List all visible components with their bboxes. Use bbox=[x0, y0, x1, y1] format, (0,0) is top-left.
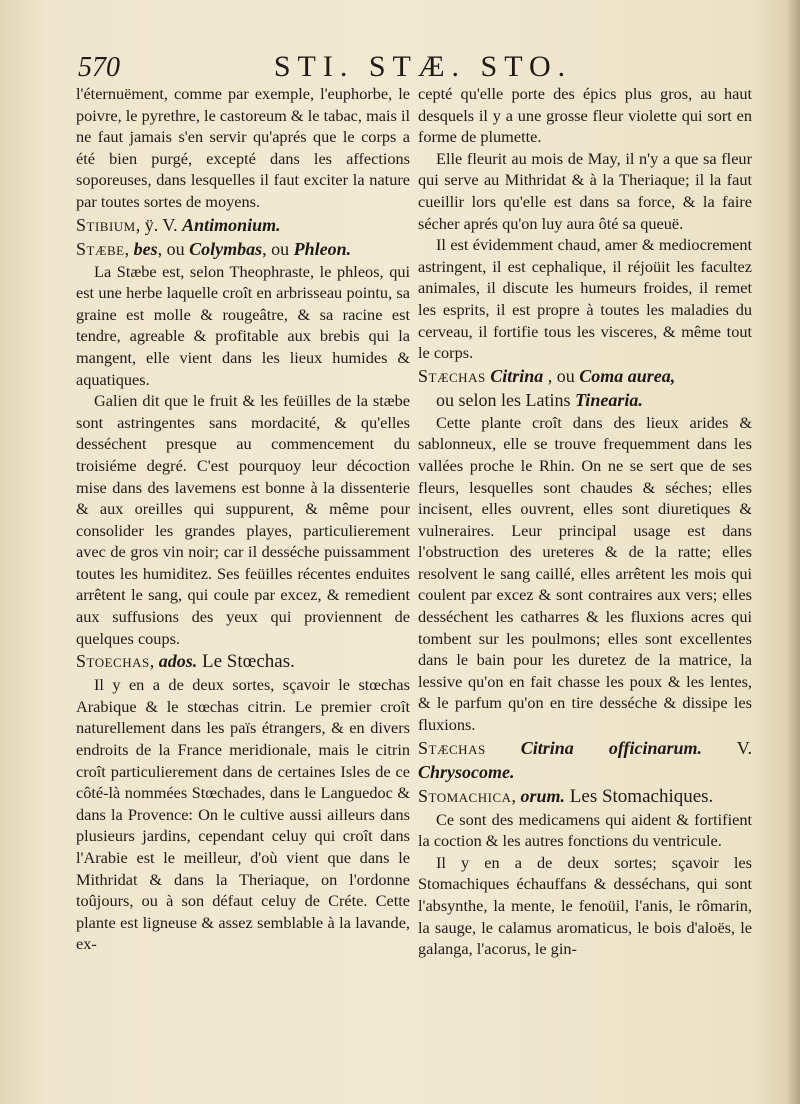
paragraph: Il est évidemment chaud, amer & mediocrement astringent, il est cephalique, il réjoüit les facultez animales, il discute les humeurs froides, il remet les esprits, il est propre à toutes les maladies du cerveau, il fortifie tous les visceres, & même tout le corps. bbox=[418, 235, 752, 363]
paragraph: La Stæbe est, selon Theophraste, le phleos, qui est une herbe laquelle croît en arbrisseau pointu, sa graine est molle & rougeâtre, & sa racine est tendre, agreable & profitable aux brebis qui la mangent, elle vient dans les lieux humides & aquatiques. bbox=[76, 261, 410, 389]
entry-sep: , ou bbox=[157, 238, 190, 259]
entry-sep: , ou bbox=[262, 238, 294, 259]
right-column bbox=[418, 83, 752, 960]
paragraph: Il y en a de deux sortes, sçavoir le stœchas Arabique & le stœchas citrin. Le premier croît naturellement dans les païs étrangers, & en divers endroits de la France meridionale, mais le citrin croît particulierement dans de certaines Isles de ce côté-là nommées Stœchades, dans le Languedoc & dans la Provence: On le cultive aussi ailleurs dans plusieurs jardins, cependant celuy qui croît dans l'Arabie est le meilleur, d'où vient que dans le Mithridat & dans la Theriaque, on l'ordonne toûjours, ou à son défaut celuy de Créte. Cette plante est ligneuse & assez semblable à la lavande, ex- bbox=[76, 675, 410, 954]
latin-name: Coma aurea, bbox=[579, 365, 676, 386]
entry-heading-stomachica bbox=[418, 784, 752, 809]
left-column bbox=[76, 83, 410, 955]
paragraph: Elle fleurit au mois de May, il n'y a que sa fleur qui serve au Mithridat & à la Theriaque; il la faut cueillir lors qu'elle est dans sa force, & la faire sécher aprés qu'on luy aura ôté sa queuë. bbox=[418, 148, 752, 233]
headword: Stæbe bbox=[76, 238, 125, 259]
paragraph: Cette plante croît dans des lieux arides & sablonneux, elle se trouve frequemment dans les vallées proche le Rhin. On ne se sert que de ses fleurs, lesquelles sont chaudes & séches; elles incisent, elles ouvrent, elles sont diuretiques & vulneraires. Leur principal usage est dans l'obstruction des ureteres & de la ratte; elles resolvent le sang caillé, elles arrêtent les mois qui coulent par excez & sont contraires aux vers; elles desséchent les catharres & les fluxions acres qui tombent sur les poulmons; elles sont excellentes dans le bain pour les duretez de la matrice, la lessive qu'on en fait chasse les poux & les lentes, & le parfum qu'on en tire desséche & dissipe les fluxions. bbox=[418, 412, 752, 735]
headword: Stæchas bbox=[418, 365, 486, 386]
latin-name: Tinearia. bbox=[574, 389, 643, 410]
entry-sep: , bbox=[511, 785, 521, 806]
headword: Stomachica bbox=[418, 785, 512, 806]
paragraph: cepté qu'elle porte des épics plus gros, au haut desquels il y a une grosse fleur violette qui sort en forme de plumette. bbox=[418, 84, 752, 147]
entry-sep: , bbox=[124, 238, 134, 259]
latin-name: orum. bbox=[520, 785, 566, 806]
entry-heading-staechas-citrina bbox=[418, 364, 752, 412]
paragraph: Il y en a de deux sortes; sçavoir les Stomachiques échauffans & desséchans, qui sont l'absynthe, la mente, le fenoüil, l'anis, le rômarin, la sauge, le calamus aromaticus, le bois d'aloës, le galanga, l'acorus, le gin- bbox=[418, 852, 752, 959]
entry-sep: , ÿ. V. bbox=[135, 214, 183, 235]
entry-subline: ou selon les Latins bbox=[436, 389, 575, 410]
headword: Stoechas bbox=[76, 651, 150, 672]
entry-sep bbox=[486, 738, 521, 758]
latin-name: Citrina bbox=[490, 365, 544, 386]
page-number: 570 bbox=[78, 52, 120, 83]
greek-name: Phleon. bbox=[293, 238, 352, 259]
entry-heading-staebe bbox=[76, 237, 410, 261]
paragraph: Ce sont des medicamens qui aident & fortifient la coction & les autres fonctions du ventricule. bbox=[418, 809, 752, 851]
cross-reference: Chrysocome. bbox=[418, 761, 515, 782]
entry-sep: V. bbox=[702, 737, 752, 758]
entry-heading-stibium bbox=[76, 213, 410, 237]
entry-sep: , bbox=[149, 651, 159, 672]
entry-heading-staechas-officinarum bbox=[418, 736, 752, 784]
french-name: Le Stœchas. bbox=[197, 651, 295, 673]
paragraph: l'éternuëment, comme par exemple, l'euphorbe, le poivre, le pyrethre, le castoreum & le tabac, mais il ne faut jamais s'en servir qu'aprés que le corps a été bien purgé, excepté dans les affections soporeuses, dans lesquelles il faut exciter la nature par toutes sortes de moyens. bbox=[76, 84, 410, 211]
greek-name: ados. bbox=[158, 651, 198, 672]
greek-name: Colymbas bbox=[189, 238, 263, 259]
entry-sep: , ou bbox=[543, 365, 580, 386]
french-name: Les Stomachiques. bbox=[565, 785, 714, 807]
headword: Stibium bbox=[76, 214, 136, 235]
cross-reference: Antimonium. bbox=[182, 214, 281, 235]
greek-name: bes bbox=[133, 238, 158, 259]
page-edge-shadow bbox=[786, 0, 800, 1104]
latin-name: Citrina officinarum. bbox=[520, 737, 703, 758]
headword: Stæchas bbox=[418, 737, 486, 758]
entry-heading-stoechas bbox=[76, 649, 410, 674]
paragraph: Galien dit que le fruit & les feüilles de la stæbe sont astringentes sans mordacité, & qu'elles desséchent presque au commencement du troisiéme degré. C'est pourquoy leur décoction mise dans des lavemens est bonne à la dissenterie & aux oreilles qui suppurent, & même pour consolider les grandes playes, particulierement avec de gros vin noir; car il desséche puissamment toutes les humiditez. Ses feüilles récentes enduites arrêtent le sang, qui coule par excez, & remedient aux suffusions des yeux qui proviennent de quelques coups. bbox=[76, 391, 410, 648]
running-title: STI. STÆ. STO. bbox=[273, 50, 573, 83]
